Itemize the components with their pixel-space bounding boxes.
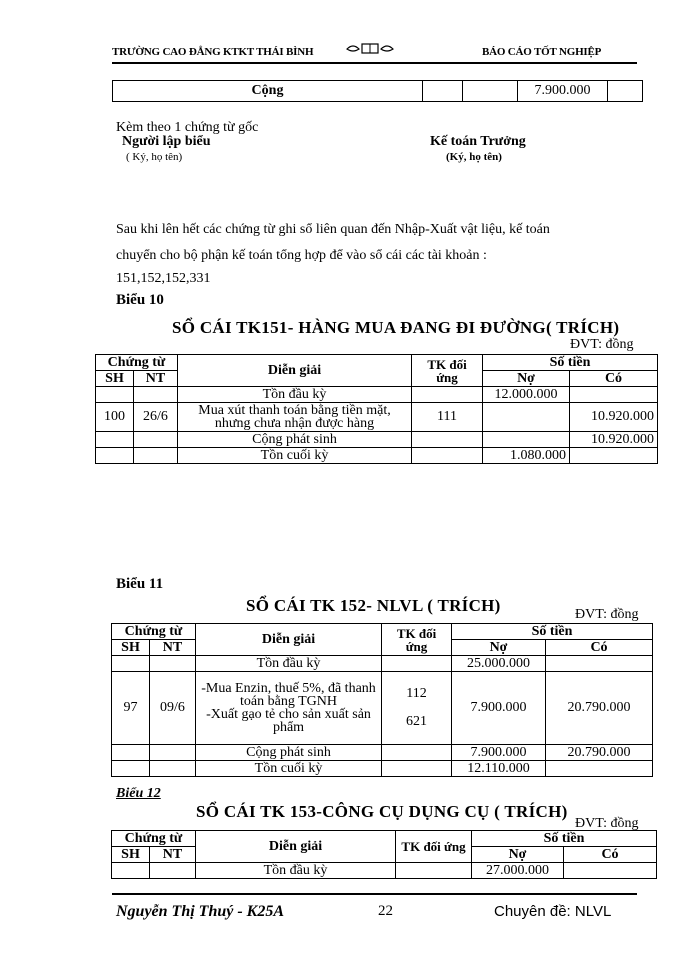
ledger-153-title: SỔ CÁI TK 153-CÔNG CỤ DỤNG CỤ ( TRÍCH) — [196, 802, 568, 821]
attachment-note: Kèm theo 1 chứng từ gốc — [116, 120, 259, 135]
header-school: TRƯỜNG CAO ĐẲNG KTKT THÁI BÌNH — [112, 46, 314, 58]
period-credit: 10.920.000 — [570, 432, 658, 448]
row-tk — [382, 672, 452, 745]
hdr-sh: SH — [112, 847, 150, 863]
row-tk-2: 621 — [406, 714, 427, 729]
hdr-voucher: Chứng từ — [112, 624, 196, 640]
closing-label: Tồn cuối kỳ — [196, 761, 382, 777]
row-tk: 111 — [412, 403, 483, 432]
row-debit: 7.900.000 — [452, 672, 546, 745]
hdr-nt: NT — [134, 371, 178, 387]
header-divider — [112, 62, 637, 64]
period-label: Cộng phát sinh — [196, 745, 382, 761]
closing-label: Tồn cuối kỳ — [178, 448, 412, 464]
preparer-note: ( Ký, họ tên) — [126, 151, 183, 163]
top-total-table — [112, 80, 643, 102]
hdr-tk: TK đối ứng — [382, 624, 452, 656]
row-desc-1: -Mua Enzin, thuế 5%, đã thanh toán bằng TGNH — [201, 681, 376, 709]
paragraph — [116, 217, 656, 289]
opening-debit: 12.000.000 — [483, 387, 570, 403]
hdr-voucher: Chứng từ — [96, 355, 178, 371]
table-row — [96, 432, 658, 448]
paragraph-line3: 151,152,152,331 — [116, 271, 211, 286]
period-debit: 7.900.000 — [452, 745, 546, 761]
header-report: BÁO CÁO TỐT NGHIỆP — [482, 46, 602, 58]
opening-label: Tồn đầu kỳ — [178, 387, 412, 403]
hdr-voucher: Chứng từ — [112, 831, 196, 847]
ledger-153-label: Biểu 12 — [116, 786, 161, 801]
paragraph-line1: Sau khi lên hết các chứng từ ghi sổ liên quan đến Nhập-Xuất vật liệu, kế toán — [116, 222, 550, 237]
ledger-151-table — [95, 354, 658, 464]
chief-title: Kế toán Trưởng — [430, 134, 526, 149]
hdr-nt: NT — [150, 640, 196, 656]
row-desc: Mua xút thanh toán bằng tiền mặt, nhưng chưa nhận được hàng — [178, 403, 412, 432]
hdr-description: Diễn giải — [196, 624, 382, 656]
table-row — [112, 745, 653, 761]
ledger-153-unit: ĐVT: đồng — [575, 816, 639, 831]
opening-label: Tồn đầu kỳ — [196, 656, 382, 672]
row-desc-2: -Xuất gạo tẻ cho sản xuất sản phẩm — [206, 707, 371, 735]
table-row — [96, 448, 658, 464]
hdr-nt: NT — [150, 847, 196, 863]
ledger-151-title: SỔ CÁI TK151- HÀNG MUA ĐANG ĐI ĐƯỜNG( TRÍCH) — [172, 318, 620, 337]
row-sh: 97 — [112, 672, 150, 745]
footer-author: Nguyễn Thị Thuý - K25A — [116, 903, 285, 920]
row-credit: 10.920.000 — [570, 403, 658, 432]
row-tk-1: 112 — [406, 686, 427, 701]
preparer-title: Người lập biểu — [122, 134, 211, 149]
hdr-debit: Nợ — [483, 371, 570, 387]
book-ornament-icon — [345, 41, 395, 60]
chief-note: (Ký, họ tên) — [446, 151, 502, 163]
hdr-tk: TK đối ứng — [412, 355, 483, 387]
hdr-amount: Số tiền — [472, 831, 657, 847]
row-desc — [196, 672, 382, 745]
paragraph-line2: chuyển cho bộ phận kế toán tổng hợp để vào sổ cái các tài khoản : — [116, 248, 487, 263]
closing-debit: 1.080.000 — [483, 448, 570, 464]
opening-debit: 27.000.000 — [472, 863, 564, 879]
total-value: 7.900.000 — [518, 81, 608, 102]
opening-label: Tồn đầu kỳ — [196, 863, 396, 879]
ledger-152-table — [111, 623, 653, 777]
row-sh: 100 — [96, 403, 134, 432]
ledger-152-label: Biểu 11 — [116, 576, 164, 592]
table-row — [112, 672, 653, 745]
hdr-sh: SH — [96, 371, 134, 387]
hdr-description: Diễn giải — [178, 355, 412, 387]
table-row — [96, 387, 658, 403]
row-credit: 20.790.000 — [546, 672, 653, 745]
hdr-debit: Nợ — [472, 847, 564, 863]
hdr-debit: Nợ — [452, 640, 546, 656]
table-row — [96, 403, 658, 432]
row-nt: 09/6 — [150, 672, 196, 745]
table-row — [112, 863, 657, 879]
hdr-amount: Số tiền — [452, 624, 653, 640]
footer-topic: Chuyên đề: NLVL — [494, 903, 612, 920]
hdr-credit: Có — [570, 371, 658, 387]
hdr-description: Diễn giải — [196, 831, 396, 863]
hdr-tk: TK đối ứng — [396, 831, 472, 863]
total-label: Cộng — [113, 81, 423, 102]
ledger-153-table — [111, 830, 657, 879]
hdr-amount: Số tiền — [483, 355, 658, 371]
period-credit: 20.790.000 — [546, 745, 653, 761]
closing-debit: 12.110.000 — [452, 761, 546, 777]
ledger-152-title: SỔ CÁI TK 152- NLVL ( TRÍCH) — [246, 596, 501, 615]
table-row — [112, 761, 653, 777]
footer-divider — [112, 893, 637, 895]
hdr-credit: Có — [564, 847, 657, 863]
ledger-152-unit: ĐVT: đồng — [575, 607, 639, 622]
ledger-151-label: Biểu 10 — [116, 292, 164, 308]
table-row — [112, 656, 653, 672]
row-nt: 26/6 — [134, 403, 178, 432]
period-label: Cộng phát sinh — [178, 432, 412, 448]
opening-debit: 25.000.000 — [452, 656, 546, 672]
hdr-credit: Có — [546, 640, 653, 656]
ledger-151-unit: ĐVT: đồng — [570, 337, 634, 352]
footer-page: 22 — [378, 903, 393, 919]
hdr-sh: SH — [112, 640, 150, 656]
